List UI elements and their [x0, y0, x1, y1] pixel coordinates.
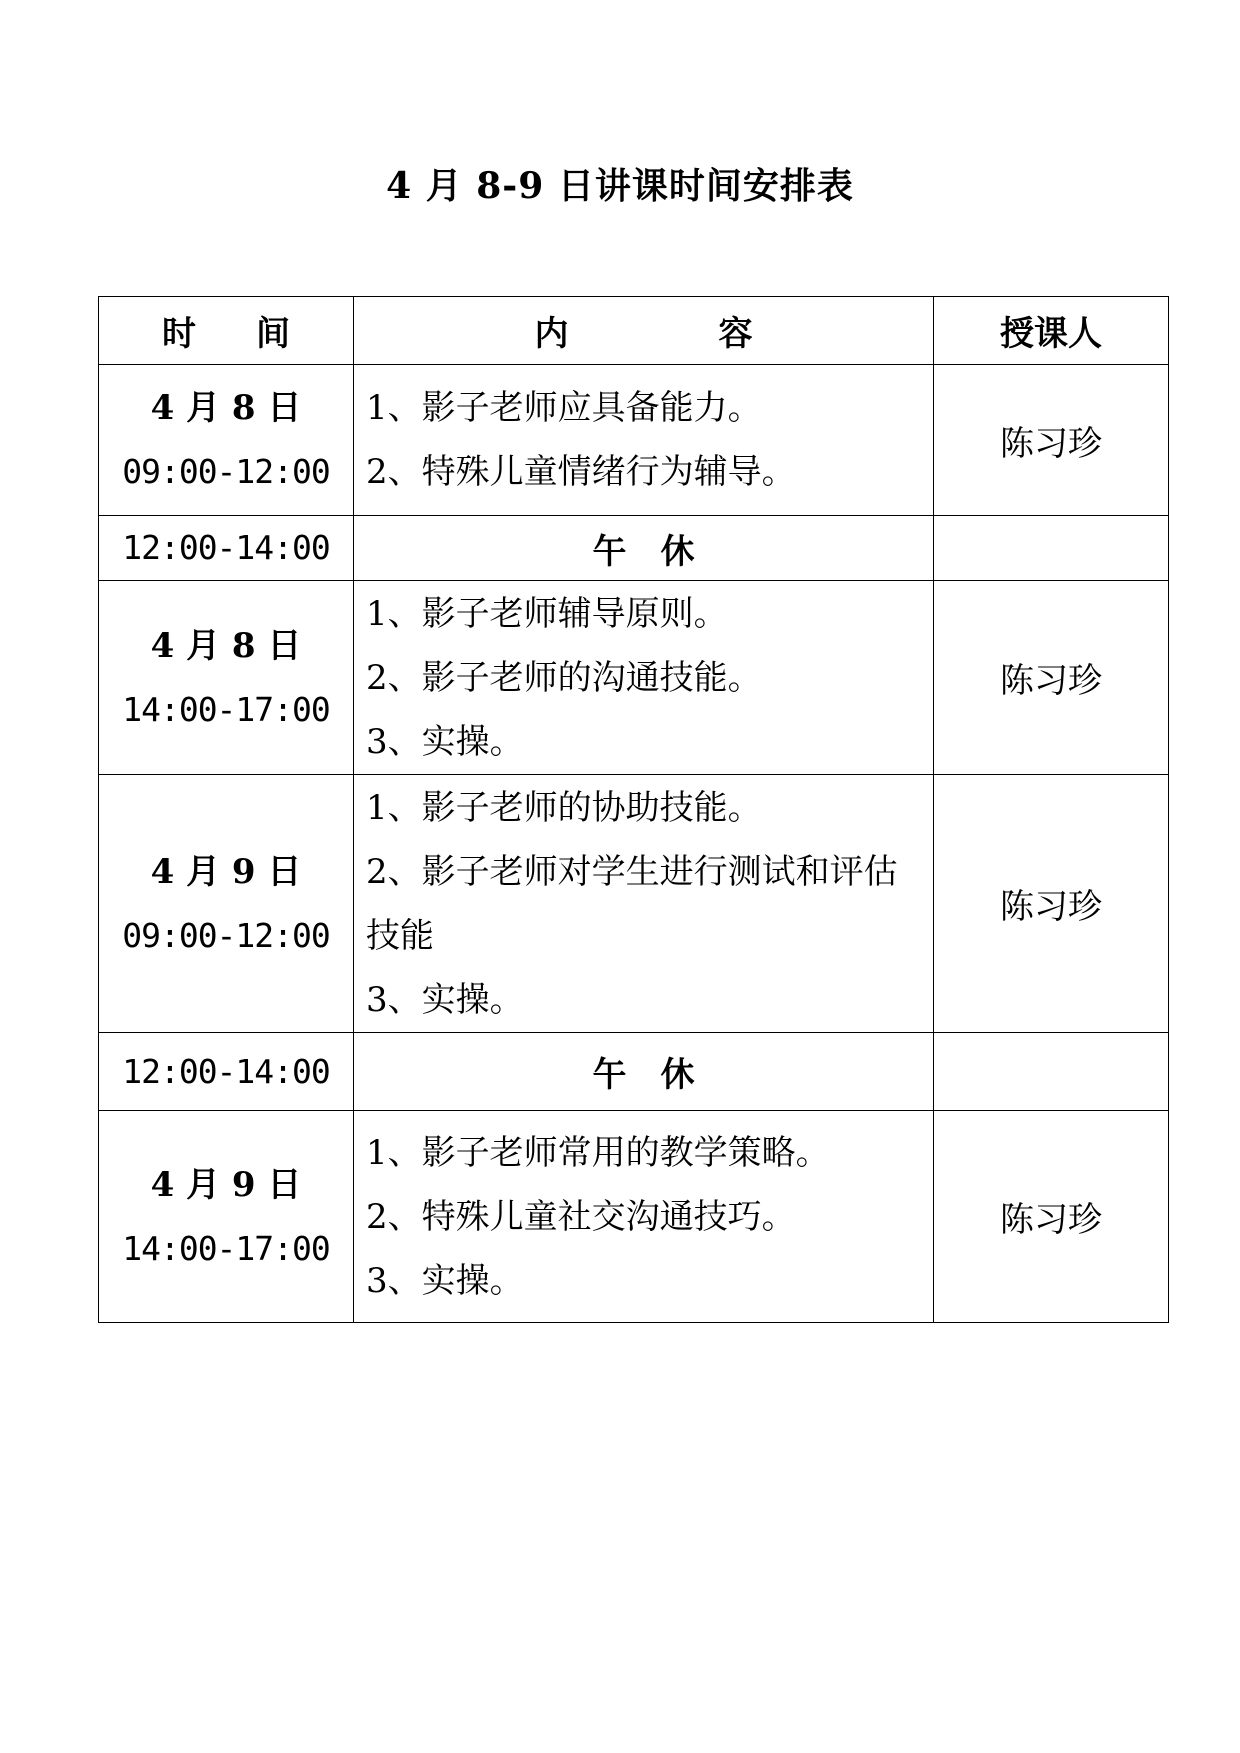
table-row — [99, 365, 1169, 516]
session-date: 4 月 8 日 — [150, 625, 302, 666]
content-item: 1、影子老师应具备能力。 — [366, 388, 762, 428]
teacher-cell: 陈习珍 — [934, 775, 1169, 1033]
content-item: 3、实操。 — [366, 1260, 524, 1301]
teacher-cell — [934, 516, 1169, 581]
session-time: 14:00-17:00 — [122, 689, 330, 729]
content-item: 3、实操。 — [366, 979, 524, 1020]
time-cell — [99, 1033, 354, 1111]
teacher-cell — [934, 1033, 1169, 1111]
header-teacher: 授课人 — [934, 297, 1169, 365]
content-item: 1、影子老师常用的教学策略。 — [366, 1132, 830, 1173]
break-time: 12:00-14:00 — [122, 1051, 330, 1091]
time-cell — [99, 775, 354, 1033]
content-item: 1、影子老师的协助技能。 — [366, 787, 762, 828]
table-row — [99, 581, 1169, 775]
time-cell — [99, 1111, 354, 1323]
time-cell — [99, 581, 354, 775]
content-cell — [354, 365, 934, 516]
content-cell — [354, 1111, 934, 1323]
table-header-row — [99, 297, 1169, 365]
break-label: 午休 — [354, 516, 934, 581]
break-time: 12:00-14:00 — [122, 528, 330, 567]
content-item: 2、特殊儿童情绪行为辅导。 — [366, 452, 796, 492]
session-time: 09:00-12:00 — [122, 452, 330, 491]
teacher-cell: 陈习珍 — [934, 1111, 1169, 1323]
header-content: 内容 — [354, 297, 934, 365]
schedule-table — [98, 296, 1169, 1323]
session-time: 09:00-12:00 — [122, 915, 330, 955]
break-row — [99, 1033, 1169, 1111]
table-row — [99, 775, 1169, 1033]
content-cell — [354, 775, 934, 1033]
session-date: 4 月 9 日 — [150, 851, 302, 892]
content-item: 2、特殊儿童社交沟通技巧。 — [366, 1196, 796, 1237]
content-item: 1、影子老师辅导原则。 — [366, 593, 728, 634]
teacher-cell: 陈习珍 — [934, 365, 1169, 516]
session-time: 14:00-17:00 — [122, 1228, 330, 1268]
break-label: 午休 — [354, 1033, 934, 1111]
header-time: 时间 — [99, 297, 354, 365]
teacher-cell: 陈习珍 — [934, 581, 1169, 775]
content-item: 2、影子老师的沟通技能。 — [366, 657, 762, 698]
content-item: 2、影子老师对学生进行测试和评估技能 — [366, 851, 898, 956]
document-title: 4 月 8-9 日讲课时间安排表 — [386, 165, 854, 207]
content-cell — [354, 581, 934, 775]
time-cell — [99, 365, 354, 516]
session-date: 4 月 9 日 — [150, 1164, 302, 1205]
content-item: 3、实操。 — [366, 721, 524, 762]
table-row — [99, 1111, 1169, 1323]
break-row — [99, 516, 1169, 581]
session-date: 4 月 8 日 — [150, 388, 302, 428]
time-cell — [99, 516, 354, 581]
